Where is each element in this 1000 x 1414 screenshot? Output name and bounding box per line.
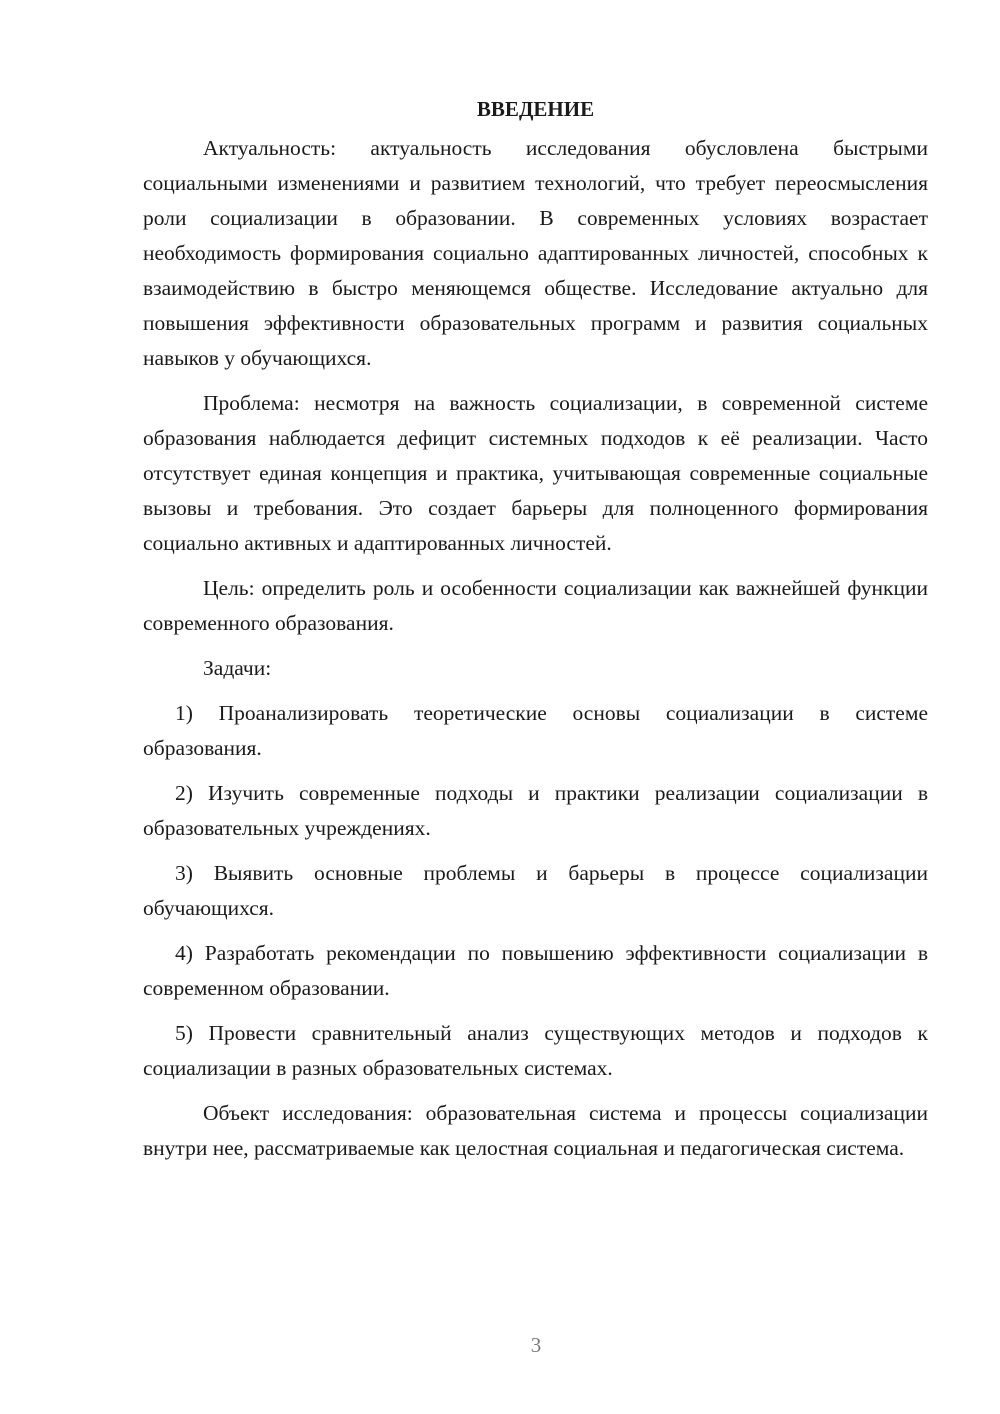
page-number: 3 xyxy=(530,1333,542,1357)
document-body xyxy=(143,92,928,1166)
task-item-5: 5) Провести сравнительный анализ существующих методов и подходов к социализации в разных образовательных системах. xyxy=(143,1021,928,1080)
object-paragraph: Объект исследования: образовательная система и процессы социализации внутри нее, рассматриваемые как целостная социальная и педагогическая система. xyxy=(143,1101,928,1160)
task-item-3: 3) Выявить основные проблемы и барьеры в процессе социализации обучающихся. xyxy=(143,861,928,920)
goal-paragraph: Цель: определить роль и особенности социализации как важнейшей функции современного образования. xyxy=(143,576,928,635)
task-item-1: 1) Проанализировать теоретические основы социализации в системе образования. xyxy=(143,701,928,760)
problem-paragraph: Проблема: несмотря на важность социализации, в современной системе образования наблюдается дефицит системных подходов к её реализации. Часто отсутствует единая концепция и практика, учитывающая современные социальные вызовы и требования. Это создает барьеры для полноценного формирования социально активных и адаптированных личностей. xyxy=(143,391,928,555)
relevance-paragraph: Актуальность: актуальность исследования обусловлена быстрыми социальными изменениями и развитием технологий, что требует переосмысления роли социализации в образовании. В современных условиях возрастает необходимость формирования социально адаптированных личностей, способных к взаимодействию в быстро меняющемся обществе. Исследование актуально для повышения эффективности образовательных программ и развития социальных навыков у обучающихся. xyxy=(143,136,928,370)
tasks-heading: Задачи: xyxy=(203,656,272,680)
task-item-2: 2) Изучить современные подходы и практики реализации социализации в образовательных учреждениях. xyxy=(143,781,928,840)
page-title: ВВЕДЕНИЕ xyxy=(476,97,595,121)
task-item-4: 4) Разработать рекомендации по повышению эффективности социализации в современном образовании. xyxy=(143,941,928,1000)
